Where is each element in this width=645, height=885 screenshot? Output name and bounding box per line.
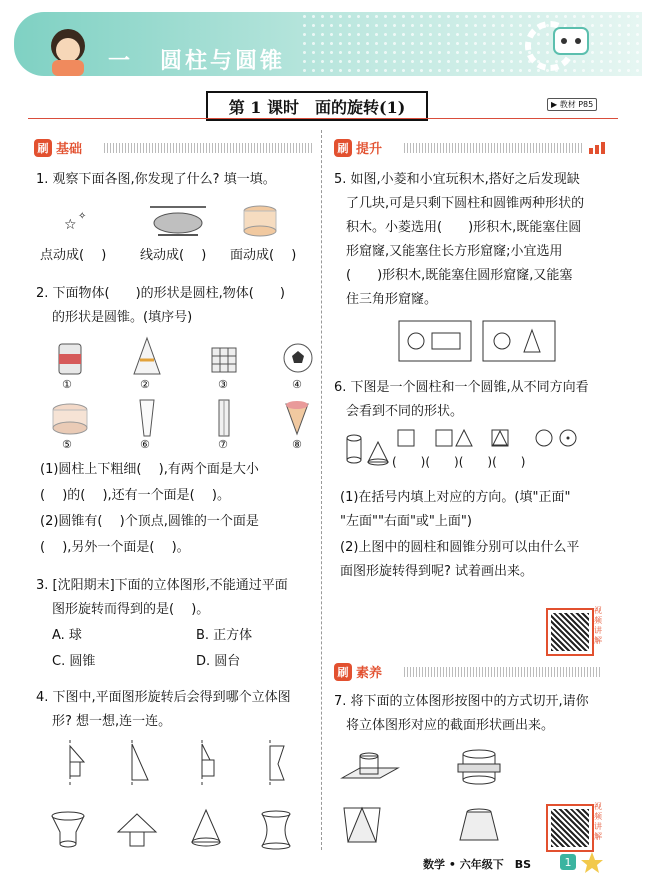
helicopter-icon xyxy=(148,203,208,239)
q5-line4: 形窟窿,又能塞住长方形窟窿;小宜选用 xyxy=(346,244,563,259)
label-7: ⑦ xyxy=(218,438,228,451)
robot-gear-icon xyxy=(520,14,600,74)
label-8: ⑧ xyxy=(292,438,302,451)
q3-text2: 图形旋转而得到的是( )。 xyxy=(52,602,210,617)
lesson-title: 第 1 课时 面的旋转(1) xyxy=(206,91,428,121)
solid-cone-on-cylinder xyxy=(114,810,160,850)
page-number: 1 xyxy=(560,854,576,870)
block-board-1 xyxy=(398,320,472,362)
q5-line3: 积木。小菱选用( )形积木,既能塞住圆 xyxy=(346,220,582,235)
label-6: ⑥ xyxy=(140,438,150,451)
q2-sub2b: ( ),另外一个面是( )。 xyxy=(40,540,190,555)
brush-icon: 刷 xyxy=(334,139,352,157)
svg-text:☆: ☆ xyxy=(64,217,77,233)
q3-option-a: A. 球 xyxy=(52,628,82,643)
vase-icon xyxy=(134,398,160,438)
q2-sub2a: (2)圆锥有( )个顶点,圆锥的一个面是 xyxy=(40,514,259,529)
signal-bars-icon xyxy=(588,140,608,154)
cushion-icon xyxy=(50,400,90,436)
can-icon xyxy=(55,340,85,378)
solid-hourglass xyxy=(256,810,296,850)
q6-sub2b: 面图形旋转得到呢? 试着画出来。 xyxy=(340,564,534,579)
cone-icon xyxy=(130,336,164,378)
chapter-title: 圆柱与圆锥 xyxy=(160,48,286,74)
cut-solid-3 xyxy=(340,804,384,846)
label-1: ① xyxy=(62,378,72,391)
q2-sub1a: (1)圆柱上下粗细( ),有两个面是大小 xyxy=(40,462,259,477)
section-improve: 刷 提升 xyxy=(334,138,382,157)
footer-text: 数学 • 六年级下 BS xyxy=(423,858,531,871)
q1-label-face: 面动成( ) xyxy=(230,248,297,263)
brush-icon: 刷 xyxy=(334,663,352,681)
section-hatch xyxy=(404,667,600,677)
block-board-2 xyxy=(482,320,556,362)
section-basic: 刷 基础 xyxy=(34,138,82,157)
q5-line6: 住三角形窟窿。 xyxy=(346,292,438,307)
soccer-ball-icon xyxy=(282,342,316,376)
q7-text1: 7. 将下面的立体图形按图中的方式切开,请你 xyxy=(334,694,589,709)
q2-line2: 的形状是圆锥。(填序号) xyxy=(52,310,193,325)
rotation-shape-4 xyxy=(258,740,298,786)
solid-frustum xyxy=(46,810,90,850)
section-hatch xyxy=(104,143,314,153)
rubiks-cube-icon xyxy=(208,342,242,376)
q4-text1: 4. 下图中,平面图形旋转后会得到哪个立体图 xyxy=(36,690,291,705)
star-decoration-icon xyxy=(580,850,610,874)
q5-line1: 5. 如图,小菱和小宜玩积木,搭好之后发现缺 xyxy=(334,172,580,187)
label-5: ⑤ xyxy=(62,438,72,451)
q1-label-point: 点动成( ) xyxy=(40,248,107,263)
label-2: ② xyxy=(140,378,150,391)
q6-text2: 会看到不同的形状。 xyxy=(346,404,464,419)
q3-text1: 3. [沈阳期末]下面的立体图形,不能通过平面 xyxy=(36,578,288,593)
qr-label: 视频讲解 xyxy=(594,802,602,841)
qr-code[interactable] xyxy=(548,610,592,654)
cylinder-and-cone-figure xyxy=(344,432,390,468)
qr-label: 视频讲解 xyxy=(594,606,602,645)
q3-option-c: C. 圆锥 xyxy=(52,654,96,669)
label-3: ③ xyxy=(218,378,228,391)
q1-text: 1. 观察下面各图,你发现了什么? 填一填。 xyxy=(36,172,276,187)
view-shapes xyxy=(396,428,586,450)
q6-brackets: ( )( )( )( ) xyxy=(392,455,526,469)
spinning-coin-icon xyxy=(240,203,280,239)
q3-option-b: B. 正方体 xyxy=(196,628,253,643)
section-hatch xyxy=(404,143,584,153)
q1-label-line: 线动成( ) xyxy=(140,248,207,263)
stars-icon xyxy=(60,207,100,237)
cut-solid-4 xyxy=(456,806,502,846)
cut-solid-1 xyxy=(340,752,400,788)
q5-line5: ( )形积木,既能塞住圆形窟窿,又能塞 xyxy=(346,268,573,283)
q2-line1: 2. 下面物体( )的形状是圆柱,物体( ) xyxy=(36,286,285,301)
rotation-shape-1 xyxy=(50,740,90,786)
ice-cream-cone-icon xyxy=(282,400,312,436)
q7-text2: 将立体图形对应的截面形状画出来。 xyxy=(346,718,555,733)
label-4: ④ xyxy=(292,378,302,391)
cut-solid-2 xyxy=(456,748,502,788)
q6-sub1b: "左面""右面"或"上面") xyxy=(340,514,472,529)
q3-option-d: D. 圆台 xyxy=(196,654,241,669)
q6-text1: 6. 下图是一个圆柱和一个圆锥,从不同方向看 xyxy=(334,380,589,395)
header-rule xyxy=(28,118,618,119)
rotation-shape-2 xyxy=(120,740,160,786)
chapter-number: 一 xyxy=(108,48,133,74)
qr-code[interactable] xyxy=(548,806,592,850)
textbook-reference: ▶ 教材 P85 xyxy=(547,98,597,111)
brush-icon: 刷 xyxy=(34,139,52,157)
q2-sub1b: ( )的( ),还有一个面是( )。 xyxy=(40,488,230,503)
pillar-icon xyxy=(214,398,234,438)
mascot-girl-icon xyxy=(40,22,96,78)
section-literacy: 刷 素养 xyxy=(334,662,382,681)
q6-sub2a: (2)上图中的圆柱和圆锥分别可以由什么平 xyxy=(340,540,580,555)
q5-line2: 了几块,可是只剩下圆柱和圆锥两种形状的 xyxy=(346,196,585,211)
svg-text:✧: ✧ xyxy=(78,211,87,222)
rotation-shape-3 xyxy=(190,740,230,786)
solid-cone xyxy=(186,808,226,850)
q6-sub1a: (1)在括号内填上对应的方向。(填"正面" xyxy=(340,490,571,505)
column-divider xyxy=(321,130,322,850)
q4-text2: 形? 想一想,连一连。 xyxy=(52,714,172,729)
